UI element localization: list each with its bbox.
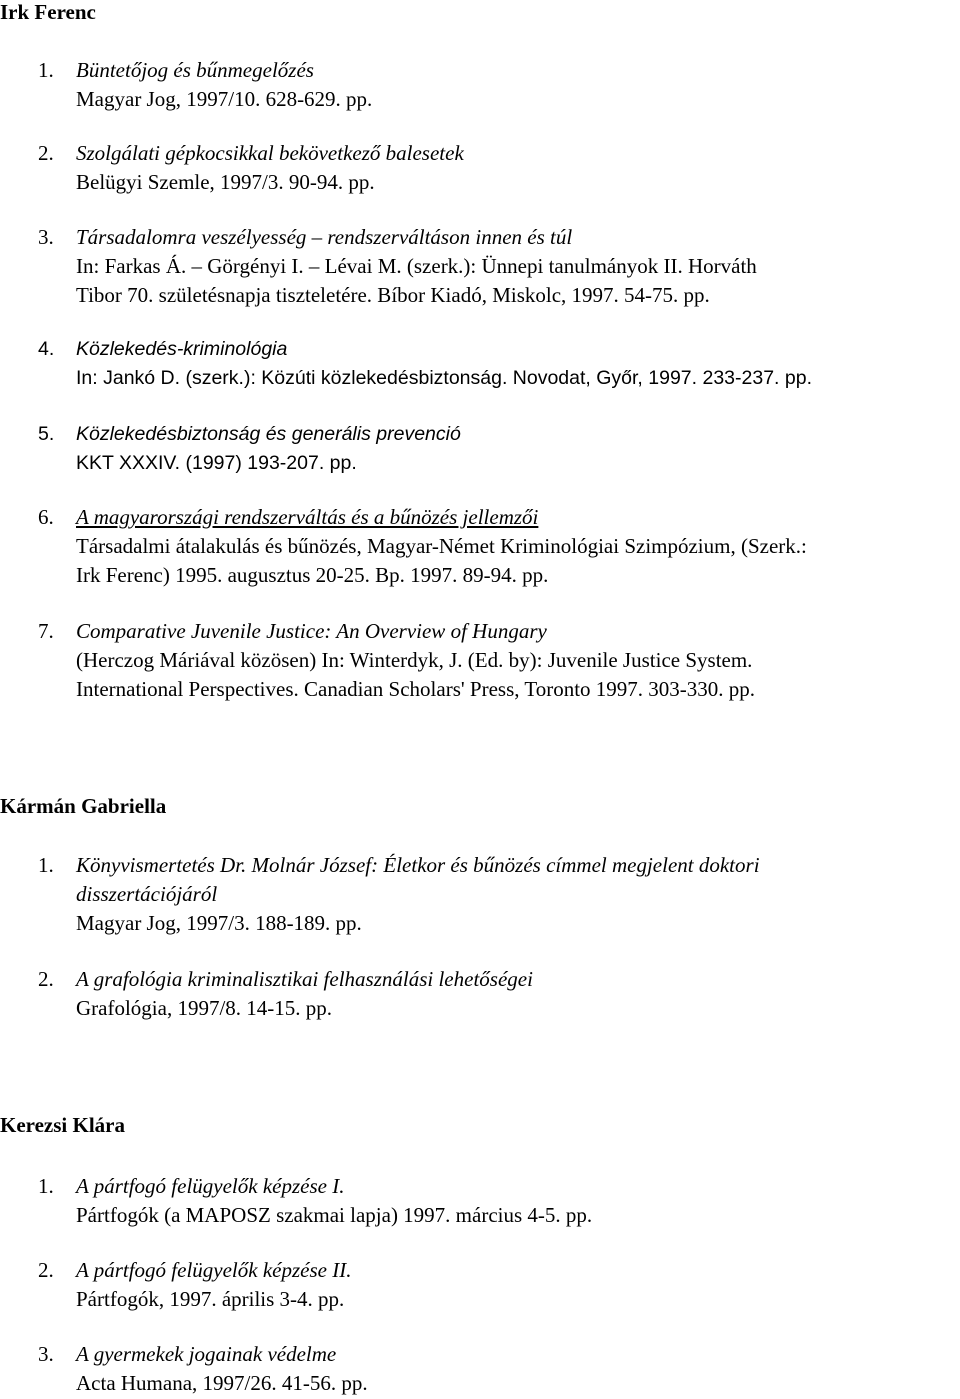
entry-title: Büntetőjog és bűnmegelőzés xyxy=(76,58,314,82)
entry-number: 3. xyxy=(38,1342,54,1366)
entry-number: 2. xyxy=(38,1258,54,1282)
entry-title: A pártfogó felügyelők képzése I. xyxy=(76,1174,345,1198)
entry-title: Szolgálati gépkocsikkal bekövetkező balesetek xyxy=(76,141,464,165)
entry-source: KKT XXXIV. (1997) 193-207. pp. xyxy=(76,452,357,474)
publication-entry xyxy=(38,503,958,590)
entry-number: 3. xyxy=(38,225,54,249)
entry-number: 2. xyxy=(38,141,54,165)
entry-number: 1. xyxy=(38,1174,54,1198)
entry-title: Közlekedés-kriminológia xyxy=(76,338,288,360)
author-heading: Kármán Gabriella xyxy=(0,794,167,818)
entry-title: A gyermekek jogainak védelme xyxy=(76,1342,337,1366)
publication-entry xyxy=(38,1256,958,1314)
publication-entry xyxy=(38,1172,958,1230)
publication-entry xyxy=(38,420,958,478)
entry-number: 1. xyxy=(38,853,54,877)
entry-number: 5. xyxy=(38,423,55,445)
entry-source: Belügyi Szemle, 1997/3. 90-94. pp. xyxy=(76,170,375,194)
publication-entry xyxy=(38,617,958,704)
entry-source: Magyar Jog, 1997/10. 628-629. pp. xyxy=(76,87,373,111)
entry-number: 6. xyxy=(38,505,54,529)
entry-source: Magyar Jog, 1997/3. 188-189. pp. xyxy=(76,911,362,935)
entry-source: Irk Ferenc) 1995. augusztus 20-25. Bp. 1997. 89-94. pp. xyxy=(76,563,549,587)
author-heading: Kerezsi Klára xyxy=(0,1113,125,1137)
publication-entry xyxy=(38,965,958,1023)
entry-title: A grafológia kriminalisztikai felhasználási lehetőségei xyxy=(76,967,533,991)
entry-title: Könyvismertetés Dr. Molnár József: Életkor és bűnözés címmel megjelent doktori xyxy=(76,853,760,877)
author-heading: Irk Ferenc xyxy=(0,0,96,24)
entry-number: 7. xyxy=(38,619,54,643)
entry-source: Pártfogók (a MAPOSZ szakmai lapja) 1997. március 4-5. pp. xyxy=(76,1203,593,1227)
entry-title-continued: disszertációjáról xyxy=(76,882,218,906)
entry-source: Társadalmi átalakulás és bűnözés, Magyar-Német Kriminológiai Szimpózium, (Szerk.: xyxy=(76,534,807,558)
publication-entry xyxy=(38,851,958,938)
entry-number: 1. xyxy=(38,58,54,82)
entry-source: Acta Humana, 1997/26. 41-56. pp. xyxy=(76,1371,368,1395)
entry-title: A pártfogó felügyelők képzése II. xyxy=(76,1258,352,1282)
publication-entry xyxy=(38,139,958,197)
entry-source: Tibor 70. születésnapja tiszteletére. Bíbor Kiadó, Miskolc, 1997. 54-75. pp. xyxy=(76,283,710,307)
entry-title: Társadalomra veszélyesség – rendszerváltáson innen és túl xyxy=(76,225,573,249)
publication-entry xyxy=(38,335,958,393)
entry-source: Pártfogók, 1997. április 3-4. pp. xyxy=(76,1287,345,1311)
publication-entry xyxy=(38,223,958,310)
publication-entry xyxy=(38,56,958,114)
entry-source: Grafológia, 1997/8. 14-15. pp. xyxy=(76,996,333,1020)
entry-title: Közlekedésbiztonság és generális prevenció xyxy=(76,423,461,445)
entry-source: International Perspectives. Canadian Scholars' Press, Toronto 1997. 303-330. pp. xyxy=(76,677,756,701)
entry-source: (Herczog Máriával közösen) In: Winterdyk, J. (Ed. by): Juvenile Justice System. xyxy=(76,648,753,672)
entry-title: A magyarországi rendszerváltás és a bűnözés jellemzői xyxy=(76,505,539,529)
publication-entry xyxy=(38,1340,958,1398)
entry-title: Comparative Juvenile Justice: An Overview of Hungary xyxy=(76,619,547,643)
entry-source: In: Jankó D. (szerk.): Közúti közlekedésbiztonság. Novodat, Győr, 1997. 233-237. pp. xyxy=(76,367,812,389)
entry-number: 2. xyxy=(38,967,54,991)
entry-number: 4. xyxy=(38,338,55,360)
entry-source: In: Farkas Á. – Görgényi I. – Lévai M. (szerk.): Ünnepi tanulmányok II. Horváth xyxy=(76,254,757,278)
